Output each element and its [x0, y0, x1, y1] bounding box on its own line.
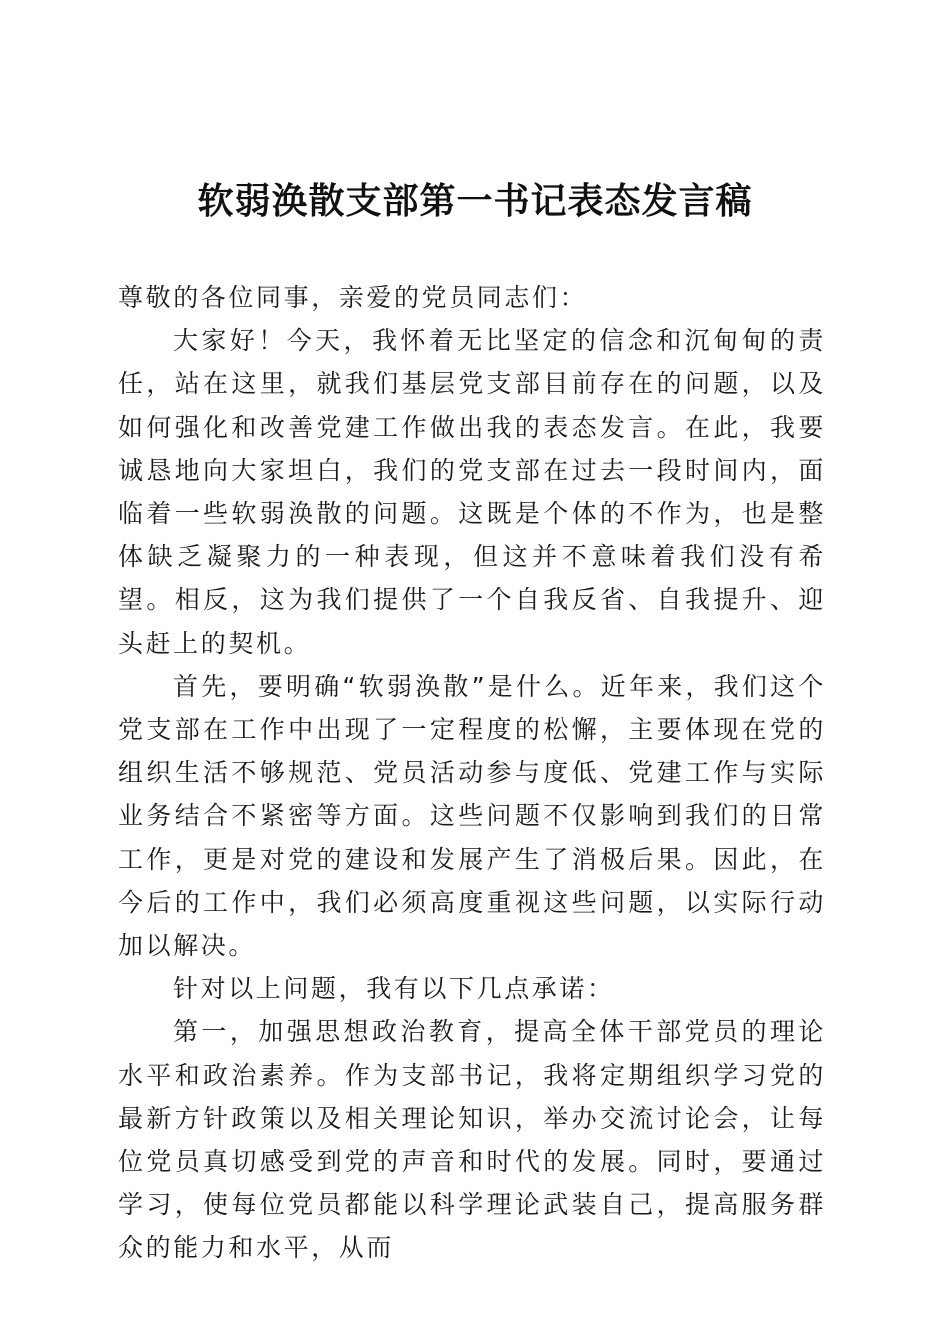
- paragraph: 针对以上问题，我有以下几点承诺：: [173, 974, 615, 1004]
- paragraph: 第一，加强思想政治教育，提高全体干部党员的理论水平和政治素养。作为支部书记，我将定期组织学习党的最新方针政策以及相关理论知识，举办交流讨论会，让每位党员真切感受到党的声音和时代的发展。同时，要通过学习，使每位党员都能以科学理论武装自己，提高服务群众的能力和水平，从而: [118, 1017, 826, 1263]
- paragraph: 大家好！今天，我怀着无比坚定的信念和沉甸甸的责任，站在这里，就我们基层党支部目前存在的问题，以及如何强化和改善党建工作做出我的表态发言。在此，我要诚恳地向大家坦白，我们的党支部在过去一段时间内，面临着一些软弱涣散的问题。这既是个体的不作为，也是整体缺乏凝聚力的一种表现，但这并不意味着我们没有希望。相反，这为我们提供了一个自我反省、自我提升、迎头赶上的契机。: [118, 326, 826, 658]
- paragraph: 首先，要明确“软弱涣散”是什么。近年来，我们这个党支部在工作中出现了一定程度的松懈，主要体现在党的组织生活不够规范、党员活动参与度低、党建工作与实际业务结合不紧密等方面。这些问题不仅影响到我们的日常工作，更是对党的建设和发展产生了消极后果。因此，在今后的工作中，我们必须高度重视这些问题，以实际行动加以解决。: [118, 671, 826, 961]
- salutation: 尊敬的各位同事，亲爱的党员同志们：: [118, 283, 588, 312]
- document-title: 软弱涣散支部第一书记表态发言稿: [197, 180, 753, 222]
- document-body: [118, 276, 826, 1270]
